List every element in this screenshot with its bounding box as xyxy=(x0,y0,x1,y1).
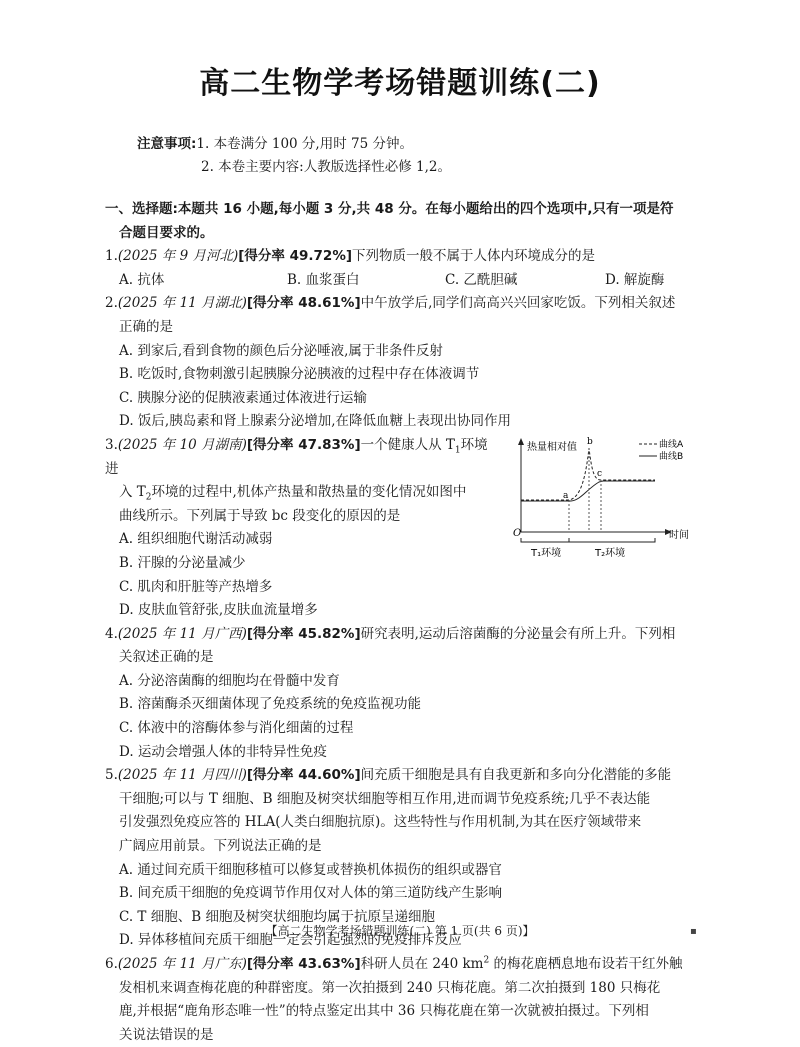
question-number: 1. xyxy=(105,248,118,265)
notes-text-1: 1. 本卷满分 100 分,用时 75 分钟。 xyxy=(196,136,413,152)
curve-a xyxy=(521,448,655,500)
notes-block xyxy=(137,133,451,179)
section-heading-line-2: 合题目要求的。 xyxy=(119,224,214,241)
question-number: 4. xyxy=(105,625,118,642)
question-text: 研究表明,运动后溶菌酶的分泌量会有所上升。下列相 xyxy=(360,625,676,642)
env1-bracket xyxy=(521,538,569,542)
question-number: 2. xyxy=(105,295,118,312)
question-text: 间充质干细胞是具有自我更新和多向分化潜能的多能 xyxy=(360,767,672,784)
question-2 xyxy=(105,292,695,434)
question-text: 环境进 xyxy=(105,436,488,477)
question-source: (2025 年 11 月广东) xyxy=(117,956,247,972)
question-1-stem xyxy=(105,245,695,269)
question-3-text xyxy=(105,434,495,623)
question-text: 下列物质一般不属于人体内环境成分的是 xyxy=(352,248,596,265)
question-source: (2025 年 11 月湖北) xyxy=(117,295,247,312)
option-b: B. 吃饭时,食物刺激引起胰腺分泌胰液的过程中存在体液调节 xyxy=(119,366,480,383)
y-axis-label: 热量相对值 xyxy=(527,441,577,453)
x-axis-label: 时间 xyxy=(669,529,689,541)
option-c: C. 肌肉和肝脏等产热增多 xyxy=(119,578,273,595)
option-a: A. 组织细胞代谢活动减弱 xyxy=(119,531,273,548)
origin-label: O xyxy=(513,527,522,539)
heat-curve-figure xyxy=(507,434,707,562)
question-text: 的梅花鹿栖息地布设若干红外触 xyxy=(489,956,683,972)
option-a: A. 分泌溶菌酶的细胞均在骨髓中发育 xyxy=(119,672,340,689)
option-d: D. 皮肤血管舒张,皮肤血流量增多 xyxy=(119,602,318,619)
question-text-cont: 曲线所示。下列属于导致 bc 段变化的原因的是 xyxy=(119,507,401,524)
question-4 xyxy=(105,623,695,765)
question-text-cont xyxy=(105,481,495,505)
option-c: C. T 细胞、B 细胞及树突状细胞均属于抗原呈递细胞 xyxy=(119,908,435,925)
option-c: C. 体液中的溶酶体参与消化细菌的过程 xyxy=(119,720,354,737)
question-1 xyxy=(105,245,695,292)
option-b: B. 汗腺的分泌量减少 xyxy=(119,554,246,571)
option-d: D. 运动会增强人体的非特异性免疫 xyxy=(119,743,327,760)
env2-label: T₂环境 xyxy=(595,547,626,559)
question-4-stem xyxy=(105,623,695,647)
question-1-options xyxy=(105,269,695,293)
question-text-cont: 干细胞;可以与 T 细胞、B 细胞及树突状细胞等相互作用,进而调节免疫系统;几乎不表达能 xyxy=(119,790,651,807)
score-rate: [得分率 44.60%] xyxy=(246,767,361,784)
question-number: 3. xyxy=(105,436,118,453)
notes-line-2: 2. 本卷主要内容:人教版选择性必修 1,2。 xyxy=(201,159,451,175)
option-a: A. 到家后,看到食物的颜色后分泌唾液,属于非条件反射 xyxy=(119,342,443,359)
question-text: 一个健康人从 T xyxy=(360,436,455,453)
score-rate: [得分率 47.83%] xyxy=(246,436,361,453)
env2-bracket xyxy=(569,538,655,542)
option-c: C. 胰腺分泌的促胰液素通过体液进行运输 xyxy=(119,389,367,406)
option-a: A. 通过间充质干细胞移植可以修复或替换机体损伤的组织或器官 xyxy=(119,861,502,878)
page-footer: 【高二生物学考场错题训练(二) 第 1 页(共 6 页)】 xyxy=(265,924,535,938)
option-b: B. 间充质干细胞的免疫调节作用仅对人体的第三道防线产生影响 xyxy=(119,885,503,902)
score-rate: [得分率 43.63%] xyxy=(246,956,361,972)
question-number: 5. xyxy=(105,767,118,784)
superscript: 2 xyxy=(483,955,490,966)
score-rate: [得分率 49.72%] xyxy=(238,248,353,265)
section-heading-line-1: 一、选择题:本题共 16 小题,每小题 3 分,共 48 分。在每小题给出的四个选项中,只有一项是符 xyxy=(105,201,674,217)
question-text-cont: 广阔应用前景。下列说法正确的是 xyxy=(119,838,322,855)
score-rate: [得分率 45.82%] xyxy=(246,625,361,642)
score-rate: [得分率 48.61%] xyxy=(246,295,361,312)
option-b: B. 溶菌酶杀灭细菌体现了免疫系统的免疫监视功能 xyxy=(119,696,422,713)
question-3 xyxy=(105,434,695,623)
option-d: D. 饭后,胰岛素和肾上腺素分泌增加,在降低血糖上表现出协同作用 xyxy=(119,413,512,430)
legend-b-label: 曲线B xyxy=(659,451,684,462)
question-text-cont: 引发强烈免疫应答的 HLA(人类白细胞抗原)。这些特性与作用机制,为其在医疗领域带来 xyxy=(119,814,642,831)
notes-label: 注意事项: xyxy=(137,136,197,152)
question-number: 6. xyxy=(105,956,118,972)
section-heading xyxy=(105,198,695,245)
question-source: (2025 年 10 月湖南) xyxy=(117,436,247,453)
question-3-stem xyxy=(105,434,495,481)
option-b: B. 血浆蛋白 xyxy=(287,271,360,288)
question-source: (2025 年 11 月广西) xyxy=(117,625,247,642)
question-6 xyxy=(105,953,695,1047)
subscript: 1 xyxy=(454,445,461,456)
question-text: 科研人员在 240 km xyxy=(360,956,484,972)
question-text-cont: 关叙述正确的是 xyxy=(119,649,214,666)
option-d: D. 解旋酶 xyxy=(605,271,665,288)
option-c: C. 乙酰胆碱 xyxy=(445,271,518,288)
questions-area xyxy=(105,198,695,1047)
question-5-stem xyxy=(105,764,695,788)
question-2-stem xyxy=(105,292,695,316)
question-text-cont: 关说法错误的是 xyxy=(119,1026,214,1043)
notes-line-1 xyxy=(137,133,451,156)
question-text-cont: 发相机来调查梅花鹿的种群密度。第一次拍摄到 240 只梅花鹿。第二次拍摄到 180 只梅花 xyxy=(119,979,661,996)
question-source: (2025 年 11 月四川) xyxy=(117,767,247,784)
question-text-cont: 鹿,并根据“鹿角形态唯一性”的特点鉴定出其中 36 只梅花鹿在第一次就被拍摄过。下列相 xyxy=(119,1003,649,1020)
point-a-label: a xyxy=(563,490,569,501)
option-a: A. 抗体 xyxy=(119,271,165,288)
subscript: 2 xyxy=(145,492,152,503)
legend-a-label: 曲线A xyxy=(659,439,684,450)
env1-label: T₁环境 xyxy=(531,547,562,559)
footer-mark: ▪ xyxy=(690,926,697,937)
option-d: D. 异体移植间充质干细胞一定会引起强烈的免疫排斥反应 xyxy=(119,932,462,949)
question-source: (2025 年 9 月河北) xyxy=(117,248,239,265)
question-text-cont: 正确的是 xyxy=(119,318,173,335)
point-c-label: c xyxy=(597,468,603,479)
curve-b xyxy=(521,481,655,501)
question-text: 中午放学后,同学们高高兴兴回家吃饭。下列相关叙述 xyxy=(360,295,676,312)
point-b-label: b xyxy=(587,436,593,447)
question-text: 入 T xyxy=(119,484,146,501)
page-title: 高二生物学考场错题训练(二) xyxy=(199,66,601,101)
question-text: 环境的过程中,机体产热量和散热量的变化情况如图中 xyxy=(151,484,467,501)
y-axis-arrow xyxy=(518,438,524,445)
